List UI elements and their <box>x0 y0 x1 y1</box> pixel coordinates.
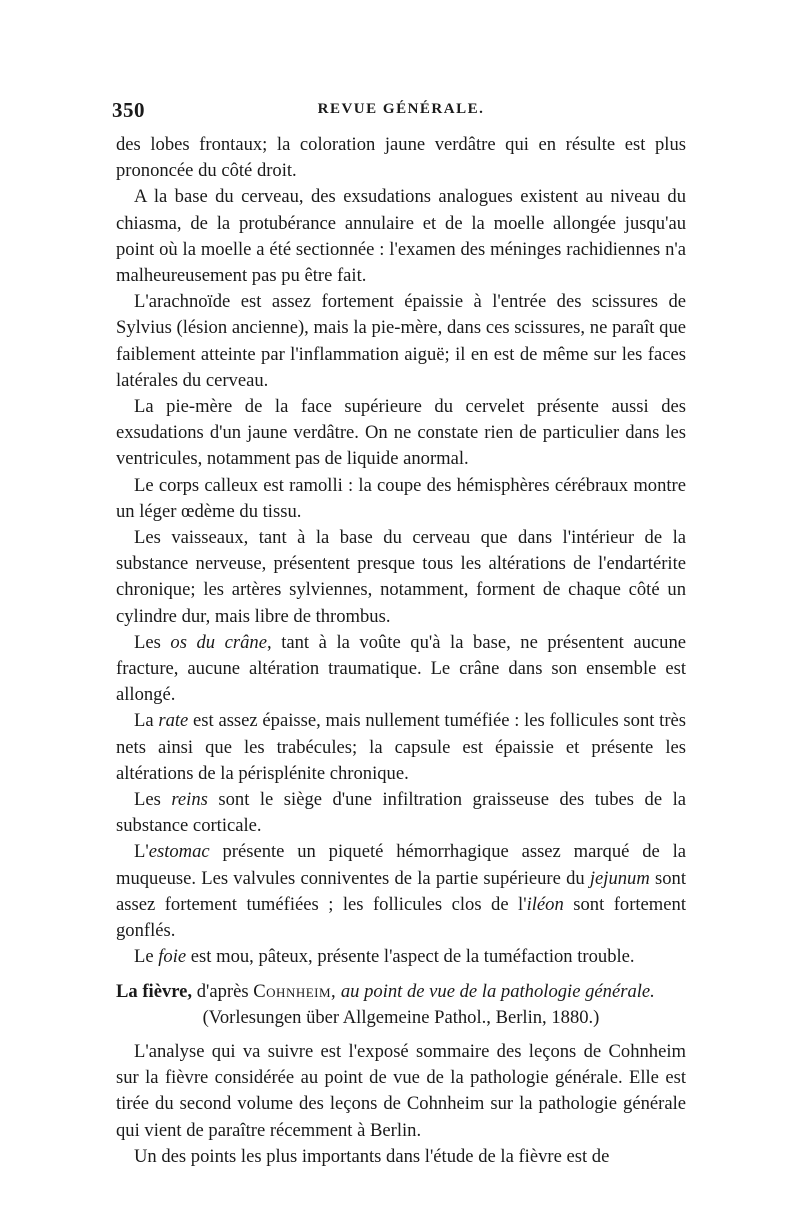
italic-term: os du crâne <box>170 631 267 653</box>
italic-term: foie <box>158 946 187 968</box>
text-run: Les <box>134 789 172 811</box>
book-page <box>112 96 687 1170</box>
text-run: est mou, pâteux, présente l'aspect de la tuméfaction trouble. <box>186 946 635 968</box>
paragraph-analyse: L'analyse qui va suivre est l'exposé sommaire des leçons de Cohnheim sur la fièvre considérée au point de vue de la pathologie générale. Elle est tirée du second volume des leçons de Cohnheim sur la pathologie générale qui vient de paraître récemment à Berlin. <box>116 1040 686 1141</box>
italic-term: reins <box>171 789 208 811</box>
paragraph-points: Un des points les plus importants dans l'étude de la fièvre est de <box>134 1145 610 1167</box>
paragraph-estomac <box>116 839 686 944</box>
section-reference: (Vorlesungen über Allgemeine Pathol., Berlin, 1880.) <box>202 1006 600 1028</box>
paragraph-rate <box>116 708 686 787</box>
text-run: sont le siège d'une infiltration graisseuse des tubes de la substance corticale. <box>116 789 686 837</box>
section-author: Cohnheim, <box>253 980 337 1002</box>
paragraph-foie <box>116 944 686 970</box>
running-header <box>112 96 686 132</box>
text-run: , tant à la voûte qu'à la base, ne présentent aucune fracture, aucune altération traumatique. Le crâne dans son ensemble est allongé. <box>116 631 687 706</box>
paragraph-corps-calleux: Le corps calleux est ramolli : la coupe des hémisphères cérébraux montre un léger œdème du tissu. <box>116 474 686 522</box>
italic-term: jejunum <box>589 867 650 889</box>
italic-term: estomac <box>148 841 210 863</box>
page-number: 350 <box>112 98 145 122</box>
paragraph-continuation: des lobes frontaux; la coloration jaune verdâtre qui en résulte est plus prononcée du côté droit. <box>116 134 686 182</box>
text-run: Le <box>134 946 159 968</box>
section-title-main: La fièvre, <box>116 980 193 1002</box>
text-run: est assez épaisse, mais nullement tuméfiée : les follicules sont très nets ainsi que les trabécules; la capsule est épaissie et présente les altérations de la périsplénite chronique. <box>116 710 687 784</box>
italic-term: iléon <box>526 893 564 915</box>
section-title-connector: d'après <box>192 980 254 1002</box>
text-run: présente un piqueté hémorrhagique assez marqué de la muqueuse. Les valvules conniventes de la partie supérieure du <box>116 841 686 889</box>
text-run: La <box>134 710 159 732</box>
paragraph-arachnoide: L'arachnoïde est assez fortement épaissie à l'entrée des scissures de Sylvius (lésion ancienne), mais la pie-mère, dans ces scissures, ne paraît que faiblement atteinte par l'inflammation aiguë; il en est de même sur les faces latérales du cerveau. <box>116 291 686 391</box>
paragraph-vaisseaux: Les vaisseaux, tant à la base du cerveau que dans l'intérieur de la substance nerveuse, présentent presque tous les altérations de l'endartérite chronique; les artères sylviennes, notamment, forment de chaque côté un cylindre dur, mais libre de thrombus. <box>116 527 686 627</box>
text-run: L' <box>134 841 149 863</box>
italic-term: rate <box>158 710 189 732</box>
section-subtitle: au point de vue de la pathologie générale. <box>336 980 655 1002</box>
text-run: Les <box>134 631 171 653</box>
paragraph-cervelet: La pie-mère de la face supérieure du cervelet présente aussi des exsudations d'un jaune verdâtre. On ne constate rien de particulier dans les ventricules, notamment pas de liquide anormal. <box>116 396 686 470</box>
running-title: REVUE GÉNÉRALE. <box>317 101 485 117</box>
section-title <box>116 979 686 1005</box>
body-text <box>116 132 686 1170</box>
paragraph-os-crane <box>116 630 686 709</box>
text-run: sont fortement gonflés. <box>116 893 686 942</box>
paragraph-reins <box>116 787 686 839</box>
paragraph-base-cerveau: A la base du cerveau, des exsudations analogues existent au niveau du chiasma, de la protubérance annulaire et de la moelle allongée jusqu'au point où la moelle a été sectionnée : l'examen des méninges rachidiennes n'a malheureusement pas pu être fait. <box>116 186 686 287</box>
text-run: sont assez fortement tuméfiées ; les follicules clos de l' <box>116 867 686 915</box>
